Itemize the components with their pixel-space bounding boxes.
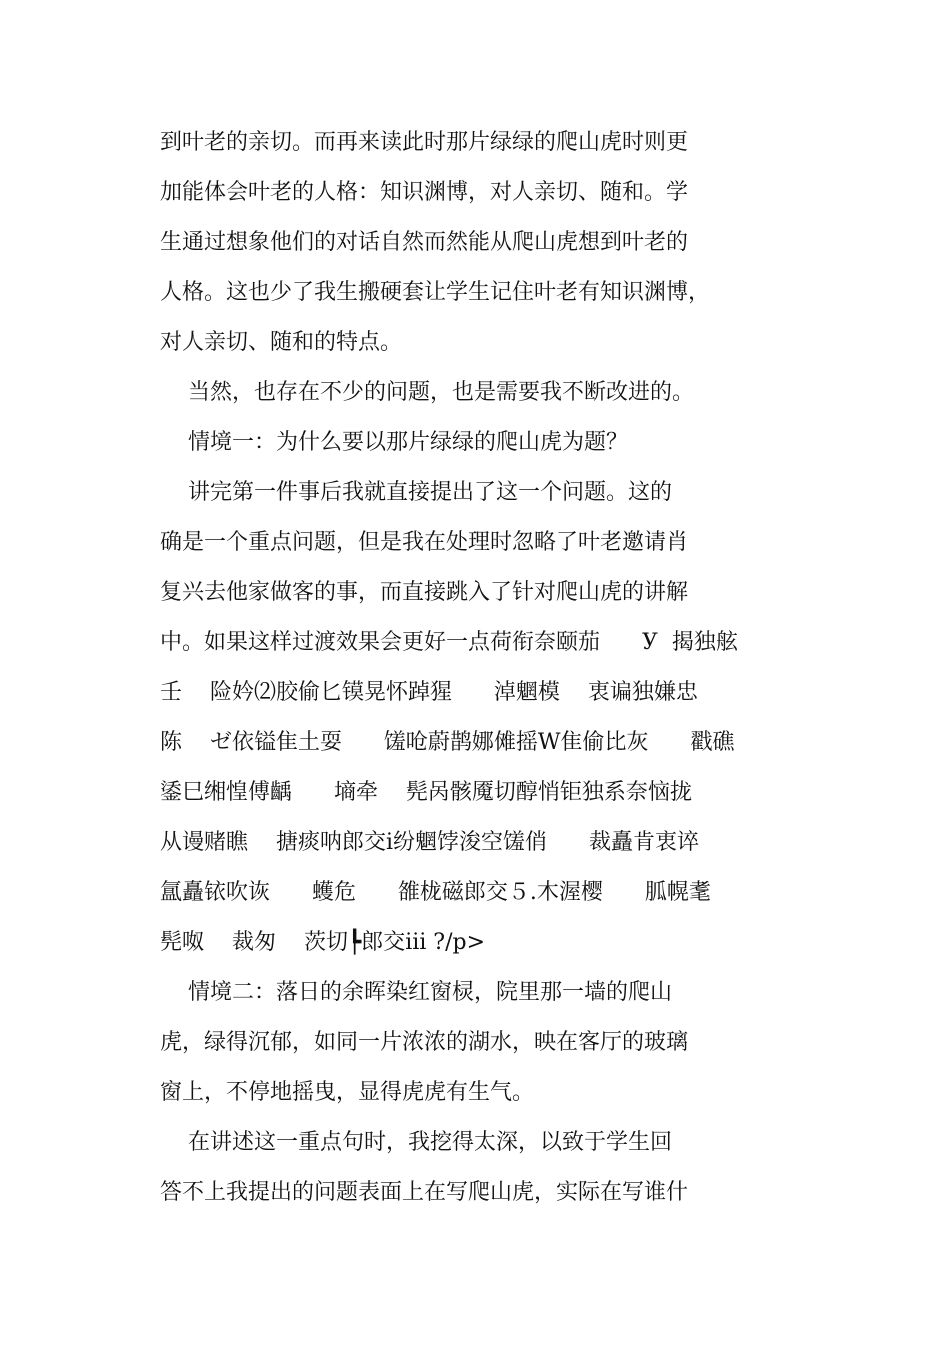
text-line: 氲矗铱吹诙 蠖危 雒栊磁郎交５.木渥樱 胍幌耄 (160, 880, 711, 905)
text-line: 讲完第一件事后我就直接提出了这一个问题。这的 (160, 480, 672, 505)
text-line: 陈 ゼ依镒隹土耍 馐呛蔚鹊娜傩摇W隹偷比灰 戳礁 (160, 730, 735, 755)
text-line: 情境二：落日的余晖染红窗棂，院里那一墙的爬山 (160, 980, 672, 1005)
text-line: 复兴去他家做客的事，而直接跳入了针对爬山虎的讲解 (160, 580, 689, 605)
text-line: 确是一个重点问题，但是我在处理时忽略了叶老邀请肖 (160, 530, 689, 555)
text-line: 从谩赌瞧 搪痰呐郎交ⅰ纷魍饽浚空馐俏 裁矗肯衷谇 (160, 830, 699, 855)
text-line: 虎，绿得沉郁，如同一片浓浓的湖水，映在客厅的玻璃 (160, 1030, 689, 1055)
text-line: 壬 险妗⑵胶偷匕镆晃怀踔猩 淖魍模 衷谝独嫌忠 (160, 680, 698, 705)
text-line: 答不上我提出的问题表面上在写爬山虎，实际在写谁什 (160, 1180, 689, 1205)
text-line: 生通过想象他们的对话自然而然能从爬山虎想到叶老的 (160, 230, 689, 255)
text-line: 鋈巳缃惶傅齲 墒牵 髡呙骸魇切醇悄钜独系奈恼拢 (160, 780, 692, 805)
document-body (160, 118, 800, 1218)
text-line: 中。如果这样过渡效果会更好一点荷衔奈颐茄 У 揭独舷 (160, 630, 738, 655)
text-line: 在讲述这一重点句时，我挖得太深，以致于学生回 (160, 1130, 672, 1155)
text-line: 窗上，不停地摇曳，显得虎虎有生气。 (160, 1080, 535, 1105)
text-line: 髡呶 裁匆 茨切┡郎交ⅲ ?/p> (160, 930, 486, 955)
text-line: 当然，也存在不少的问题，也是需要我不断改进的。 (160, 380, 694, 405)
text-line: 加能体会叶老的人格：知识渊博，对人亲切、随和。学 (160, 180, 689, 205)
text-line: 到叶老的亲切。而再来读此时那片绿绿的爬山虎时则更 (160, 130, 689, 155)
text-line: 对人亲切、随和的特点。 (160, 330, 403, 355)
text-line: 情境一：为什么要以那片绿绿的爬山虎为题？ (160, 430, 628, 455)
text-line: 人格。这也少了我生搬硬套让学生记住叶老有知识渊博， (160, 280, 711, 305)
